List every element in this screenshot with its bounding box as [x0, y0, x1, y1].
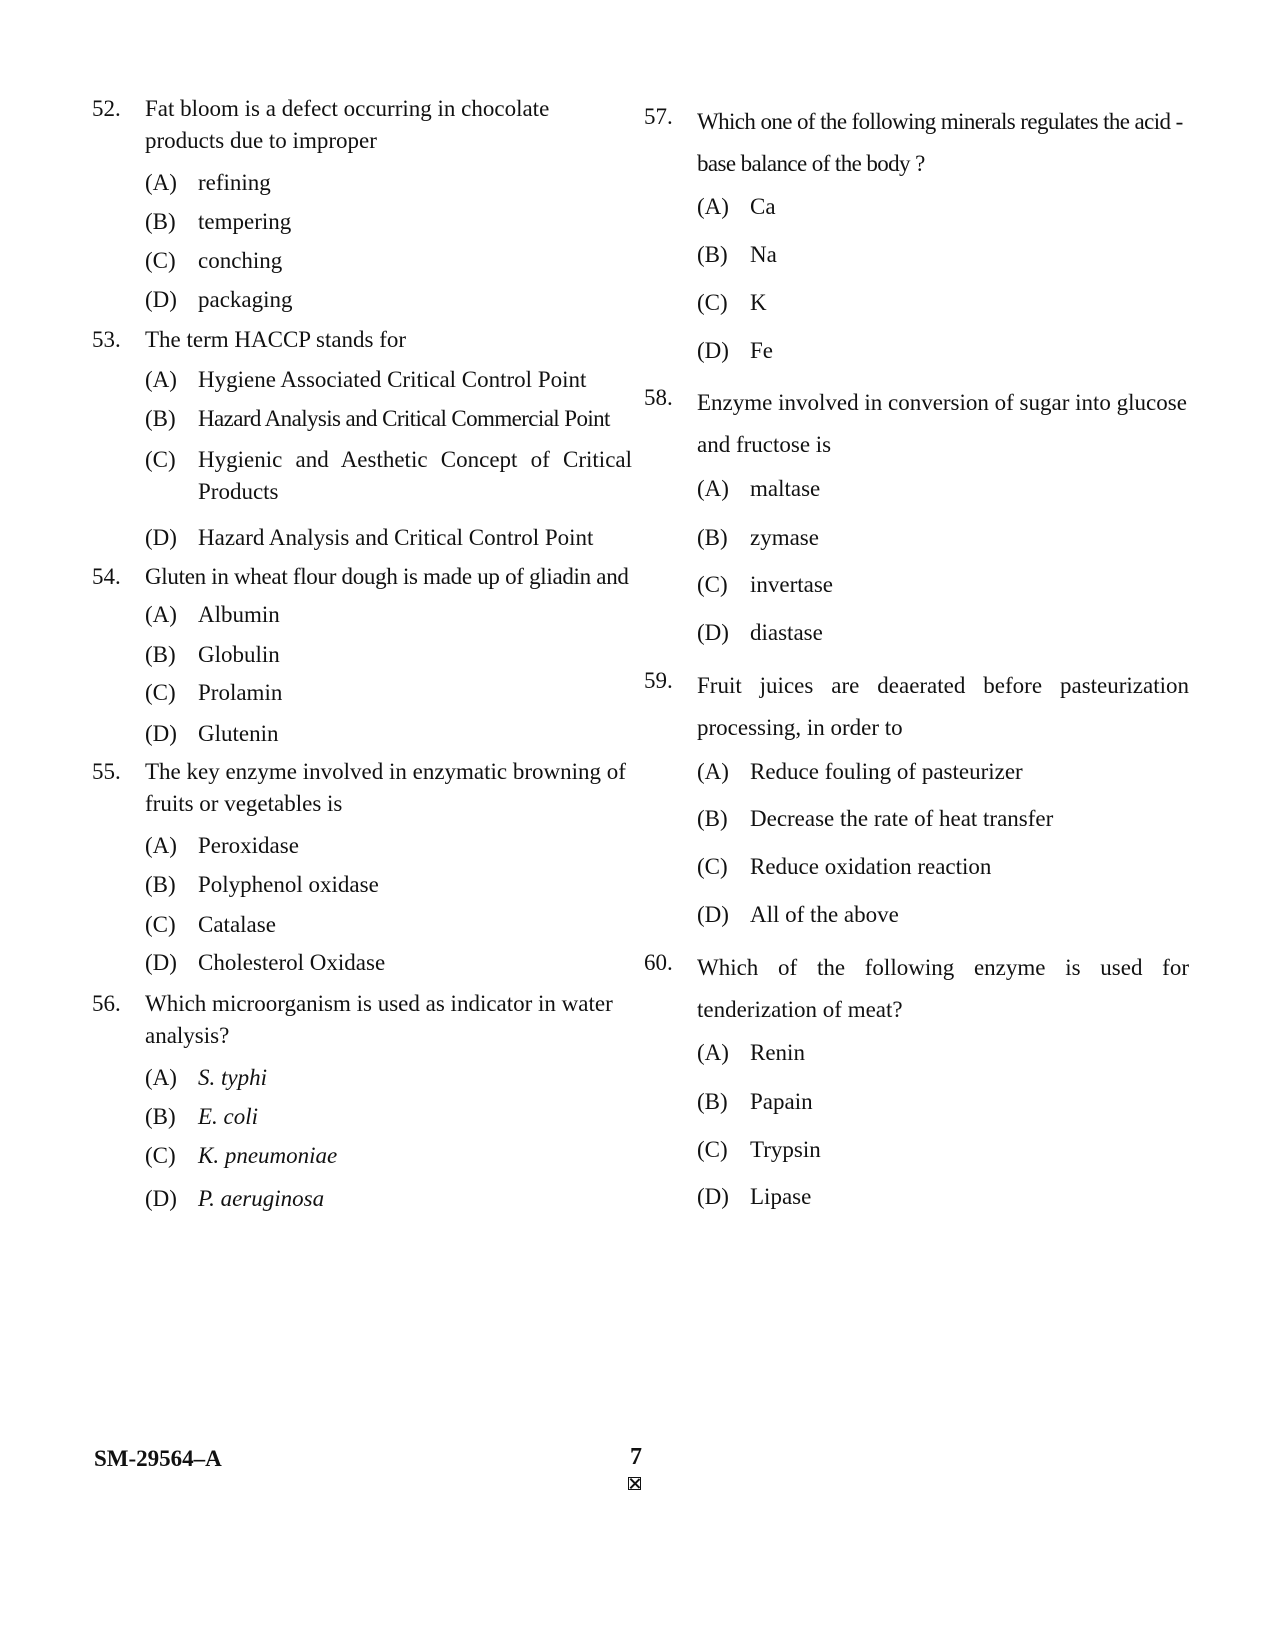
question-52 — [92, 93, 632, 157]
question-number: 53. — [92, 327, 121, 352]
option-58-a — [697, 473, 820, 505]
question-55 — [92, 756, 632, 820]
option-text: S. typhi — [198, 1065, 267, 1090]
option-label: (B) — [145, 209, 176, 234]
option-text: K — [750, 290, 767, 315]
question-text: The term HACCP stands for — [145, 327, 407, 352]
option-text: Prolamin — [198, 680, 283, 705]
option-label: (C) — [697, 854, 728, 879]
option-56-c — [145, 1140, 337, 1172]
question-number: 55. — [92, 759, 121, 784]
option-text: Peroxidase — [198, 833, 299, 858]
option-text: Renin — [750, 1040, 805, 1065]
option-label: (D) — [145, 950, 177, 975]
option-text: K. pneumoniae — [198, 1143, 338, 1168]
option-text: Papain — [750, 1089, 813, 1114]
option-59-c — [697, 851, 991, 883]
option-52-a — [145, 167, 271, 199]
question-56 — [92, 988, 632, 1052]
option-58-d — [697, 617, 823, 649]
option-60-c — [697, 1134, 821, 1166]
boxed-cross-icon — [628, 1477, 641, 1490]
option-label: (B) — [697, 806, 728, 831]
option-text: Hygienic and Aesthetic Concept of Critical Products — [198, 447, 632, 504]
question-number: 54. — [92, 564, 121, 589]
option-text: packaging — [198, 287, 293, 312]
option-59-b — [697, 803, 1053, 835]
option-label: (C) — [697, 572, 728, 597]
option-text: P. aeruginosa — [198, 1186, 325, 1211]
option-52-d — [145, 284, 293, 316]
option-55-b — [145, 869, 379, 901]
question-number: 59. — [644, 668, 673, 693]
paper-code: SM-29564–A — [94, 1446, 222, 1471]
option-text: refining — [198, 170, 271, 195]
option-text: Globulin — [198, 642, 280, 667]
option-label: (D) — [697, 902, 729, 927]
option-55-c — [145, 909, 276, 941]
option-60-b — [697, 1086, 813, 1118]
option-label: (A) — [697, 476, 729, 501]
option-label: (C) — [145, 912, 176, 937]
option-text: E. coli — [198, 1104, 259, 1129]
option-label: (B) — [697, 525, 728, 550]
option-text: Hygiene Associated Critical Control Point — [198, 367, 587, 392]
option-text: maltase — [750, 476, 821, 501]
option-54-c — [145, 677, 282, 709]
option-text: Cholesterol Oxidase — [198, 950, 386, 975]
option-53-a — [145, 364, 586, 396]
option-text: diastase — [750, 620, 823, 645]
option-text: conching — [198, 248, 283, 273]
question-text: Gluten in wheat flour dough is made up of gliadin and — [145, 564, 629, 589]
option-label: (A) — [145, 833, 177, 858]
option-text: Reduce fouling of pasteurizer — [750, 759, 1023, 784]
option-53-c — [145, 444, 632, 508]
option-54-d — [145, 718, 279, 750]
option-label: (D) — [145, 721, 177, 746]
option-54-b — [145, 639, 280, 671]
question-number: 52. — [92, 96, 121, 121]
option-label: (A) — [697, 1040, 729, 1065]
option-label: (B) — [697, 242, 728, 267]
option-57-c — [697, 287, 767, 319]
option-text: Hazard Analysis and Critical Control Point — [198, 525, 594, 550]
page-number: 7 — [630, 1444, 642, 1470]
question-text: Enzyme involved in conversion of sugar into glucose and fructose is — [697, 390, 1187, 457]
option-57-d — [697, 335, 773, 367]
option-label: (C) — [145, 1143, 176, 1168]
question-text: Which microorganism is used as indicator in water analysis? — [145, 991, 613, 1048]
option-text: Decrease the rate of heat transfer — [750, 806, 1054, 831]
question-text: Fat bloom is a defect occurring in chocolate products due to improper — [145, 96, 550, 153]
question-text: Which of the following enzyme is used for tenderization of meat? — [697, 955, 1189, 1022]
option-56-d — [145, 1183, 324, 1215]
option-60-a — [697, 1037, 805, 1069]
option-label: (A) — [145, 602, 177, 627]
option-59-d — [697, 899, 899, 931]
option-label: (B) — [145, 1104, 176, 1129]
option-text: Hazard Analysis and Critical Commercial Point — [198, 406, 610, 431]
question-54 — [92, 561, 632, 593]
option-text: Polyphenol oxidase — [198, 872, 379, 897]
question-number: 56. — [92, 991, 121, 1016]
question-57 — [644, 101, 1189, 185]
option-label: (D) — [145, 287, 177, 312]
option-57-b — [697, 239, 777, 271]
option-label: (D) — [145, 1186, 177, 1211]
option-label: (D) — [697, 1184, 729, 1209]
option-text: zymase — [750, 525, 819, 550]
option-53-b — [145, 403, 610, 435]
option-59-a — [697, 756, 1023, 788]
question-text: Fruit juices are deaerated before pasteurization processing, in order to — [697, 673, 1189, 740]
option-label: (C) — [145, 447, 176, 472]
option-text: All of the above — [750, 902, 899, 927]
option-text: Lipase — [750, 1184, 812, 1209]
option-label: (A) — [697, 759, 729, 784]
question-number: 60. — [644, 950, 673, 975]
question-59 — [644, 665, 1189, 749]
option-text: Trypsin — [750, 1137, 821, 1162]
option-text: Na — [750, 242, 777, 267]
option-label: (A) — [145, 1065, 177, 1090]
option-label: (A) — [145, 170, 177, 195]
option-56-a — [145, 1062, 267, 1094]
option-text: tempering — [198, 209, 292, 234]
option-53-d — [145, 522, 593, 554]
option-label: (B) — [145, 406, 176, 431]
question-58 — [644, 382, 1189, 466]
option-label: (D) — [697, 338, 729, 363]
option-52-b — [145, 206, 291, 238]
option-label: (B) — [697, 1089, 728, 1114]
option-55-a — [145, 830, 299, 862]
option-label: (C) — [145, 680, 176, 705]
option-55-d — [145, 947, 385, 979]
option-label: (A) — [697, 194, 729, 219]
question-53 — [92, 324, 632, 356]
option-58-b — [697, 522, 819, 554]
option-label: (C) — [697, 290, 728, 315]
option-label: (B) — [145, 872, 176, 897]
question-number: 58. — [644, 385, 673, 410]
option-text: Fe — [750, 338, 773, 363]
option-57-a — [697, 191, 776, 223]
option-text: Reduce oxidation reaction — [750, 854, 992, 879]
option-label: (D) — [697, 620, 729, 645]
option-text: invertase — [750, 572, 834, 597]
option-text: Albumin — [198, 602, 280, 627]
option-text: Catalase — [198, 912, 276, 937]
option-54-a — [145, 599, 280, 631]
option-label: (A) — [145, 367, 177, 392]
question-text: Which one of the following minerals regulates the acid - base balance of the body ? — [697, 109, 1183, 176]
option-label: (B) — [145, 642, 176, 667]
question-number: 57. — [644, 104, 673, 129]
option-52-c — [145, 245, 282, 277]
option-text: Ca — [750, 194, 776, 219]
option-56-b — [145, 1101, 258, 1133]
option-label: (D) — [145, 525, 177, 550]
option-60-d — [697, 1181, 811, 1213]
option-text: Glutenin — [198, 721, 279, 746]
option-label: (C) — [145, 248, 176, 273]
option-label: (C) — [697, 1137, 728, 1162]
question-60 — [644, 947, 1189, 1031]
option-58-c — [697, 569, 833, 601]
question-text: The key enzyme involved in enzymatic browning of fruits or vegetables is — [145, 759, 626, 816]
